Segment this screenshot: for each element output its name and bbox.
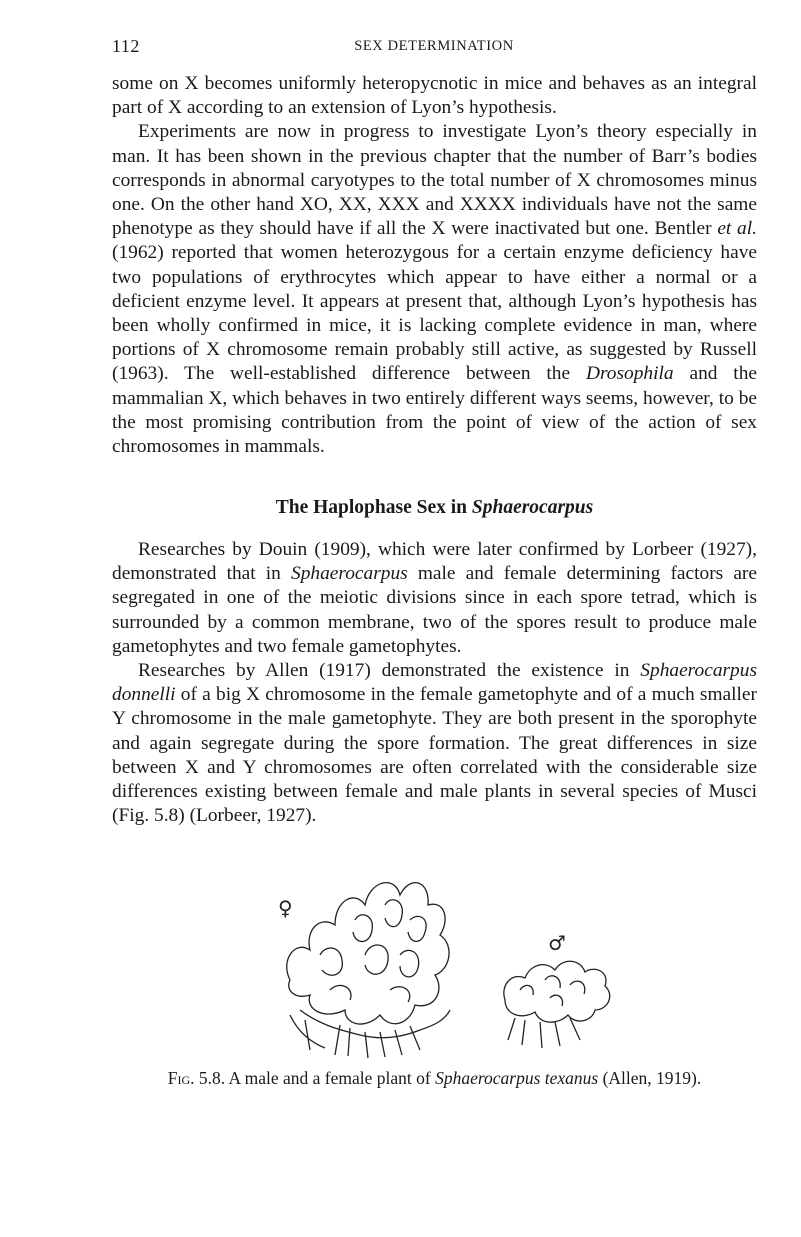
figure-5-8 (250, 860, 630, 1060)
figure-caption (112, 1068, 757, 1089)
text-run: some on X becomes uniformly heteropycnotic in mice and behaves as an integral part of X according to an extension of Lyon’s hypothesis. (112, 73, 757, 119)
paragraph (112, 72, 757, 120)
body-text-part2 (112, 538, 757, 828)
text-run: and the mammalian X, which behaves in two entirely different ways seems, however, to be the most promising contribution from the point of view of the action of sex chromosomes in mammals. (112, 363, 757, 458)
page-number: 112 (112, 36, 140, 56)
italic-term: Drosophila (585, 363, 674, 385)
plant-illustration (250, 860, 630, 1060)
text-run: (1962) reported that women heterozygous for a certain enzyme deficiency have two populations of erythrocytes which appear to have either a normal or a deficient enzyme level. It appears at present that, although Lyon’s hypothesis has been wholly confirmed in mice, it is lacking complete evidence in man, where portions of X chromosome remain probably still active, as suggested by Russell (1963). The well-established difference between the (112, 242, 757, 385)
caption-label: Fig. 5.8. (167, 1068, 226, 1088)
section-heading-text: The Haplophase Sex in (275, 497, 472, 518)
italic-term: Sphaerocarpus (291, 563, 408, 585)
caption-citation: (Allen, 1919). (598, 1068, 702, 1088)
running-title: SEX DETERMINATION (354, 38, 514, 54)
caption-text: A male and a female plant of (225, 1068, 436, 1088)
text-run: of a big X chromosome in the female gametophyte and of a much smaller Y chromosome in the male gametophyte. They are both present in the sporophyte and again segregate during the spore formation. The great differences in size between X and Y chromosomes are often correlated with the considerable size differences existing between female and male plants in several species of Musci (Fig. 5.8) (Lorbeer, 1927). (112, 684, 757, 827)
text-run: Researches by Allen (1917) demonstrated the existence in (138, 660, 641, 682)
paragraph (112, 659, 757, 828)
section-heading (112, 497, 757, 519)
paragraph (112, 538, 757, 659)
caption-species: Sphaerocarpus texanus (435, 1068, 599, 1088)
text-run: Experiments are now in progress to investigate Lyon’s theory especially in man. It has been shown in the previous chapter that the number of Barr’s bodies corresponds in abnormal caryotypes to the total number of X chromosomes minus one. On the other hand XO, XX, XXX and XXXX individuals have not the same phenotype as they should have if all the X were inactivated but one. Bentler (112, 121, 757, 240)
text-run: Researches by Douin (1909), which were later confirmed by Lorbeer (1927), demonstrated that in (112, 539, 757, 585)
male-symbol: ♂ (548, 931, 566, 955)
section-heading-genus: Sphaerocarpus (471, 497, 594, 518)
body-text-part1 (112, 72, 757, 459)
running-head (112, 36, 756, 60)
female-plant-drawing (287, 883, 450, 1058)
paragraph (112, 120, 757, 459)
italic-term: Sphaerocarpus donnelli (112, 660, 757, 706)
italic-term: et al. (717, 218, 757, 240)
male-plant-drawing (504, 961, 610, 1048)
text-run: male and female determining factors are segregated in one of the meiotic divisions since in each spore tetrad, which is surrounded by a common membrane, two of the spores result to produce male gametophytes and two female gametophytes. (112, 563, 757, 657)
female-symbol: ♀ (278, 896, 293, 920)
